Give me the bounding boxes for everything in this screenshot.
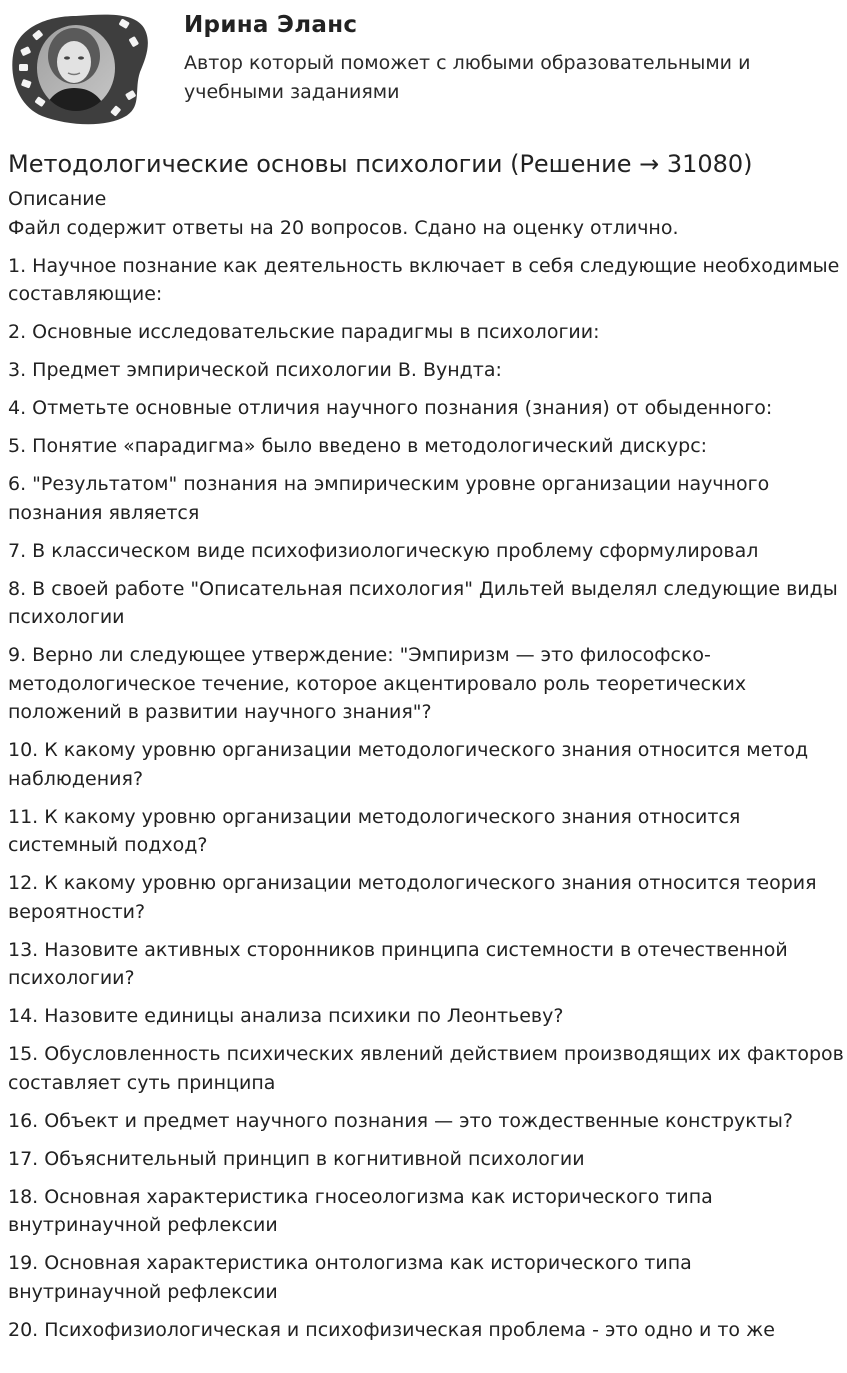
question-item: 13. Назовите активных сторонников принципа системности в отечественной психологии? xyxy=(8,938,788,989)
question-item: 14. Назовите единицы анализа психики по Леонтьеву? xyxy=(8,1005,564,1027)
avatar[interactable] xyxy=(6,6,152,128)
question-item: 5. Понятие «парадигма» было введено в методологический дискурс: xyxy=(8,435,708,457)
question-item: 16. Объект и предмет научного познания — это тождественные конструкты? xyxy=(8,1109,793,1132)
author-tagline: Автор который поможет с любыми образовательными и учебными заданиями xyxy=(184,52,751,103)
question-item: 15. Обусловленность психических явлений действием производящих их факторов составляет суть принципа xyxy=(8,1043,844,1094)
question-item: 10. К какому уровню организации методологического знания относится метод наблюдения? xyxy=(8,739,809,790)
page-title: Методологические основы психологии (Решение → 31080) xyxy=(8,150,753,178)
avatar-photo xyxy=(6,6,152,128)
question-item: 6. "Результатом" познания на эмпирическим уровне организации научного познания является xyxy=(8,473,770,524)
question-item: 19. Основная характеристика онтологизма как исторического типа внутринаучной рефлексии xyxy=(8,1252,692,1303)
question-item: 4. Отметьте основные отличия научного познания (знания) от обыденного: xyxy=(8,397,773,419)
question-list xyxy=(8,252,844,1345)
author-header xyxy=(0,0,847,135)
question-item: 12. К какому уровню организации методологического знания относится теория вероятности? xyxy=(8,872,817,923)
main-content xyxy=(8,147,844,1354)
question-item: 8. В своей работе "Описательная психология" Дильтей выделял следующие виды психологии xyxy=(8,577,838,628)
question-item: 18. Основная характеристика гносеологизма как исторического типа внутринаучной рефлексии xyxy=(8,1185,713,1236)
question-item: 17. Объяснительный принцип в когнитивной психологии xyxy=(8,1147,585,1170)
author-name[interactable]: Ирина Эланс xyxy=(184,12,358,38)
question-item: 11. К какому уровню организации методологического знания относится системный подход? xyxy=(8,805,741,856)
description-text: Файл содержит ответы на 20 вопросов. Сдано на оценку отлично. xyxy=(8,216,679,239)
question-item: 20. Психофизиологическая и психофизическая проблема - это одно и то же xyxy=(8,1318,775,1341)
question-item: 3. Предмет эмпирической психологии В. Вундта: xyxy=(8,359,502,381)
question-item: 7. В классическом виде психофизиологическую проблему сформулировал xyxy=(8,539,759,562)
question-item: 1. Научное познание как деятельность включает в себя следующие необходимые составляющие: xyxy=(8,254,840,305)
question-item: 9. Верно ли следующее утверждение: "Эмпиризм — это философско-методологическое течение, которое акцентировало роль теоретических положений в развитии научного знания"? xyxy=(8,644,747,723)
description-heading: Описание xyxy=(8,188,107,210)
question-item: 2. Основные исследовательские парадигмы в психологии: xyxy=(8,321,600,343)
